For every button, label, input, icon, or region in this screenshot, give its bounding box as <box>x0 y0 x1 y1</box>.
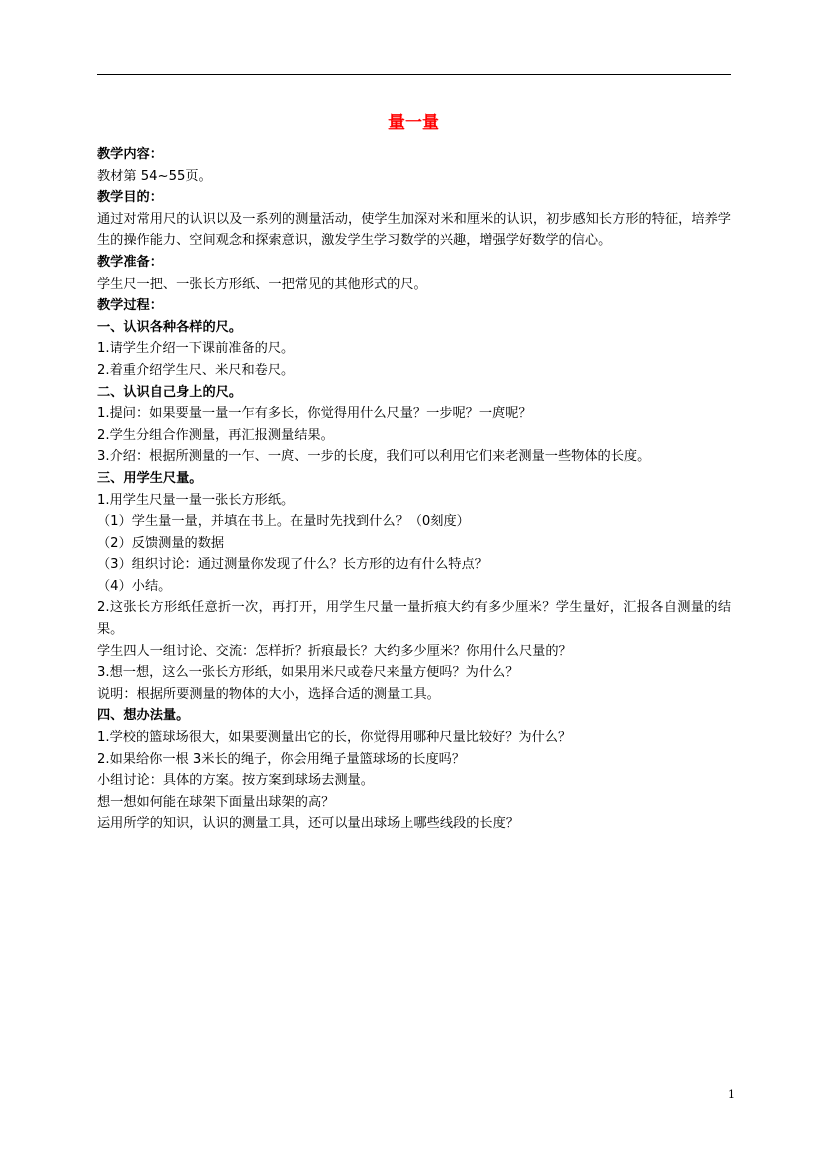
subsection-heading-1: 一、认识各种各样的尺。 <box>97 319 243 335</box>
list-item: （3）组织讨论：通过测量你发现了什么？长方形的边有什么特点？ <box>97 557 488 573</box>
paragraph: 小组讨论：具体的方案。按方案到球场去测量。 <box>97 773 374 789</box>
page-number: 1 <box>728 1088 735 1101</box>
section-heading-teaching-goal: 教学目的： <box>97 190 163 206</box>
list-item: （1）学生量一量，并填在书上。在量时先找到什么？（0刻度） <box>97 514 470 530</box>
list-item: 1.用学生尺量一量一张长方形纸。 <box>97 492 295 508</box>
list-item: 2.着重介绍学生尺、米尺和卷尺。 <box>97 362 295 378</box>
paragraph-preparation: 学生尺一把、一张长方形纸、一把常见的其他形式的尺。 <box>97 276 427 292</box>
list-item: （4）小结。 <box>97 578 172 594</box>
section-heading-process: 教学过程： <box>97 298 163 314</box>
list-item: 2.如果给你一根 3米长的绳子，你会用绳子量篮球场的长度吗？ <box>97 751 466 767</box>
paragraph: 运用所学的知识，认识的测量工具，还可以量出球场上哪些线段的长度？ <box>97 816 519 832</box>
list-item: 2.学生分组合作测量，再汇报测量结果。 <box>97 427 334 443</box>
subsection-heading-2: 二、认识自己身上的尺。 <box>97 384 243 400</box>
document-title: 量一量 <box>388 113 439 133</box>
list-item: 3.介绍：根据所测量的一乍、一庹、一步的长度，我们可以利用它们来老测量一些物体的长度。 <box>97 449 651 465</box>
section-heading-preparation: 教学准备： <box>97 254 163 270</box>
list-item: 1.学校的篮球场很大，如果要测量出它的长，你觉得用哪种尺量比较好？为什么？ <box>97 730 572 746</box>
header-rule <box>97 74 731 75</box>
list-item: 1.提问：如果要量一量一乍有多长，你觉得用什么尺量？一步呢？一庹呢？ <box>97 406 532 422</box>
paragraph-teaching-goal: 通过对常用尺的认识以及一系列的测量活动，使学生加深对米和厘米的认识，初步感知长方形的特征，培养学生的操作能力、空间观念和探索意识，激发学生学习数学的兴趣，增强学好数学的信心。 <box>97 211 731 249</box>
paragraph: 想一想如何能在球架下面量出球架的高？ <box>97 794 335 810</box>
section-heading-teaching-content: 教学内容： <box>97 147 163 162</box>
document-body <box>97 144 737 835</box>
list-item: 1.请学生介绍一下课前准备的尺。 <box>97 341 295 357</box>
list-item: 2.这张长方形纸任意折一次，再打开，用学生尺量一量折痕大约有多少厘米？学生量好，汇报各自测量的结果。 <box>97 600 731 638</box>
paragraph: 学生四人一组讨论、交流：怎样折？折痕最长？大约多少厘米？你用什么尺量的？ <box>97 643 572 659</box>
paragraph-textbook-pages: 教材第 54~55页。 <box>97 168 212 184</box>
paragraph: 说明：根据所要测量的物体的大小，选择合适的测量工具。 <box>97 686 440 702</box>
subsection-heading-3: 三、用学生尺量。 <box>97 470 203 486</box>
list-item: 3.想一想，这么一张长方形纸，如果用米尺或卷尺来量方便吗？为什么？ <box>97 665 519 681</box>
list-item: （2）反馈测量的数据 <box>97 535 225 551</box>
subsection-heading-4: 四、想办法量。 <box>97 708 190 724</box>
